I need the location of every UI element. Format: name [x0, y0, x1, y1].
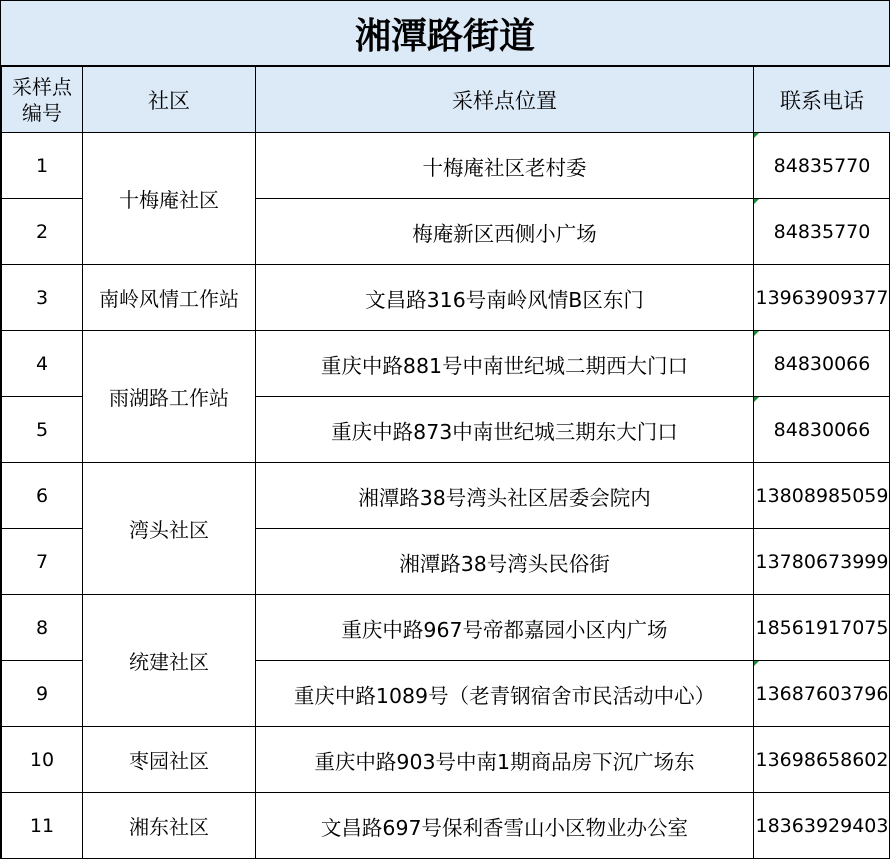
cell-phone — [754, 133, 890, 199]
cell-phone — [754, 463, 890, 529]
cell-no: 1 — [2, 133, 83, 199]
cell-community: 雨湖路工作站 — [83, 331, 256, 463]
cell-phone — [754, 661, 890, 727]
cell-phone-text: 84835770 — [773, 154, 871, 177]
cell-phone — [754, 529, 890, 595]
table-row — [2, 265, 890, 331]
cell-location: 梅庵新区西侧小广场 — [256, 199, 754, 265]
header-sample-no — [2, 67, 83, 133]
cell-no: 3 — [2, 265, 83, 331]
cell-marker — [754, 661, 759, 666]
cell-phone-text: 18561917075 — [755, 616, 889, 639]
cell-no: 6 — [2, 463, 83, 529]
table-row — [2, 727, 890, 793]
header-community: 社区 — [83, 67, 256, 133]
cell-location: 重庆中路1089号（老青钢宿舍市民活动中心） — [256, 661, 754, 727]
table-row — [2, 793, 890, 859]
cell-phone — [754, 265, 890, 331]
header-sample-no-line2: 编号 — [22, 100, 62, 125]
table-row — [2, 331, 890, 397]
cell-phone — [754, 331, 890, 397]
cell-community: 十梅庵社区 — [83, 133, 256, 265]
cell-no: 4 — [2, 331, 83, 397]
cell-marker — [754, 397, 759, 402]
table-header-row — [2, 67, 890, 133]
cell-location: 重庆中路881号中南世纪城二期西大门口 — [256, 331, 754, 397]
cell-phone — [754, 397, 890, 463]
cell-phone — [754, 793, 890, 859]
sampling-points-table — [1, 66, 890, 859]
cell-phone-text: 84830066 — [773, 352, 871, 375]
cell-phone-text: 13698658602 — [755, 748, 889, 771]
cell-community: 统建社区 — [83, 595, 256, 727]
table-row — [2, 463, 890, 529]
cell-no: 5 — [2, 397, 83, 463]
cell-no: 11 — [2, 793, 83, 859]
cell-no: 8 — [2, 595, 83, 661]
cell-location: 重庆中路903号中南1期商品房下沉广场东 — [256, 727, 754, 793]
cell-community: 枣园社区 — [83, 727, 256, 793]
header-phone: 联系电话 — [754, 67, 890, 133]
cell-location: 文昌路697号保利香雪山小区物业办公室 — [256, 793, 754, 859]
cell-location: 文昌路316号南岭风情B区东门 — [256, 265, 754, 331]
cell-phone — [754, 199, 890, 265]
cell-location: 湘潭路38号湾头民俗街 — [256, 529, 754, 595]
cell-location: 重庆中路967号帝都嘉园小区内广场 — [256, 595, 754, 661]
cell-community: 湘东社区 — [83, 793, 256, 859]
header-location: 采样点位置 — [256, 67, 754, 133]
cell-phone-text: 13687603796 — [755, 682, 889, 705]
cell-phone — [754, 595, 890, 661]
cell-community: 湾头社区 — [83, 463, 256, 595]
cell-no: 10 — [2, 727, 83, 793]
cell-phone-text: 13808985059 — [755, 484, 889, 507]
cell-no: 9 — [2, 661, 83, 727]
cell-marker — [754, 133, 759, 138]
cell-phone-text: 84835770 — [773, 220, 871, 243]
cell-no: 7 — [2, 529, 83, 595]
cell-community: 南岭风情工作站 — [83, 265, 256, 331]
cell-location: 湘潭路38号湾头社区居委会院内 — [256, 463, 754, 529]
cell-no: 2 — [2, 199, 83, 265]
cell-location: 十梅庵社区老村委 — [256, 133, 754, 199]
page-title: 湘潭路街道 — [1, 1, 889, 66]
cell-phone-text: 13963909377 — [755, 286, 889, 309]
cell-marker — [754, 199, 759, 204]
table-row — [2, 595, 890, 661]
cell-marker — [754, 331, 759, 336]
cell-phone-text: 13780673999 — [755, 550, 889, 573]
table-row — [2, 133, 890, 199]
cell-phone-text: 18363929403 — [755, 814, 889, 837]
cell-phone — [754, 727, 890, 793]
header-sample-no-line1: 采样点 — [12, 74, 72, 99]
cell-phone-text: 84830066 — [773, 418, 871, 441]
cell-location: 重庆中路873中南世纪城三期东大门口 — [256, 397, 754, 463]
